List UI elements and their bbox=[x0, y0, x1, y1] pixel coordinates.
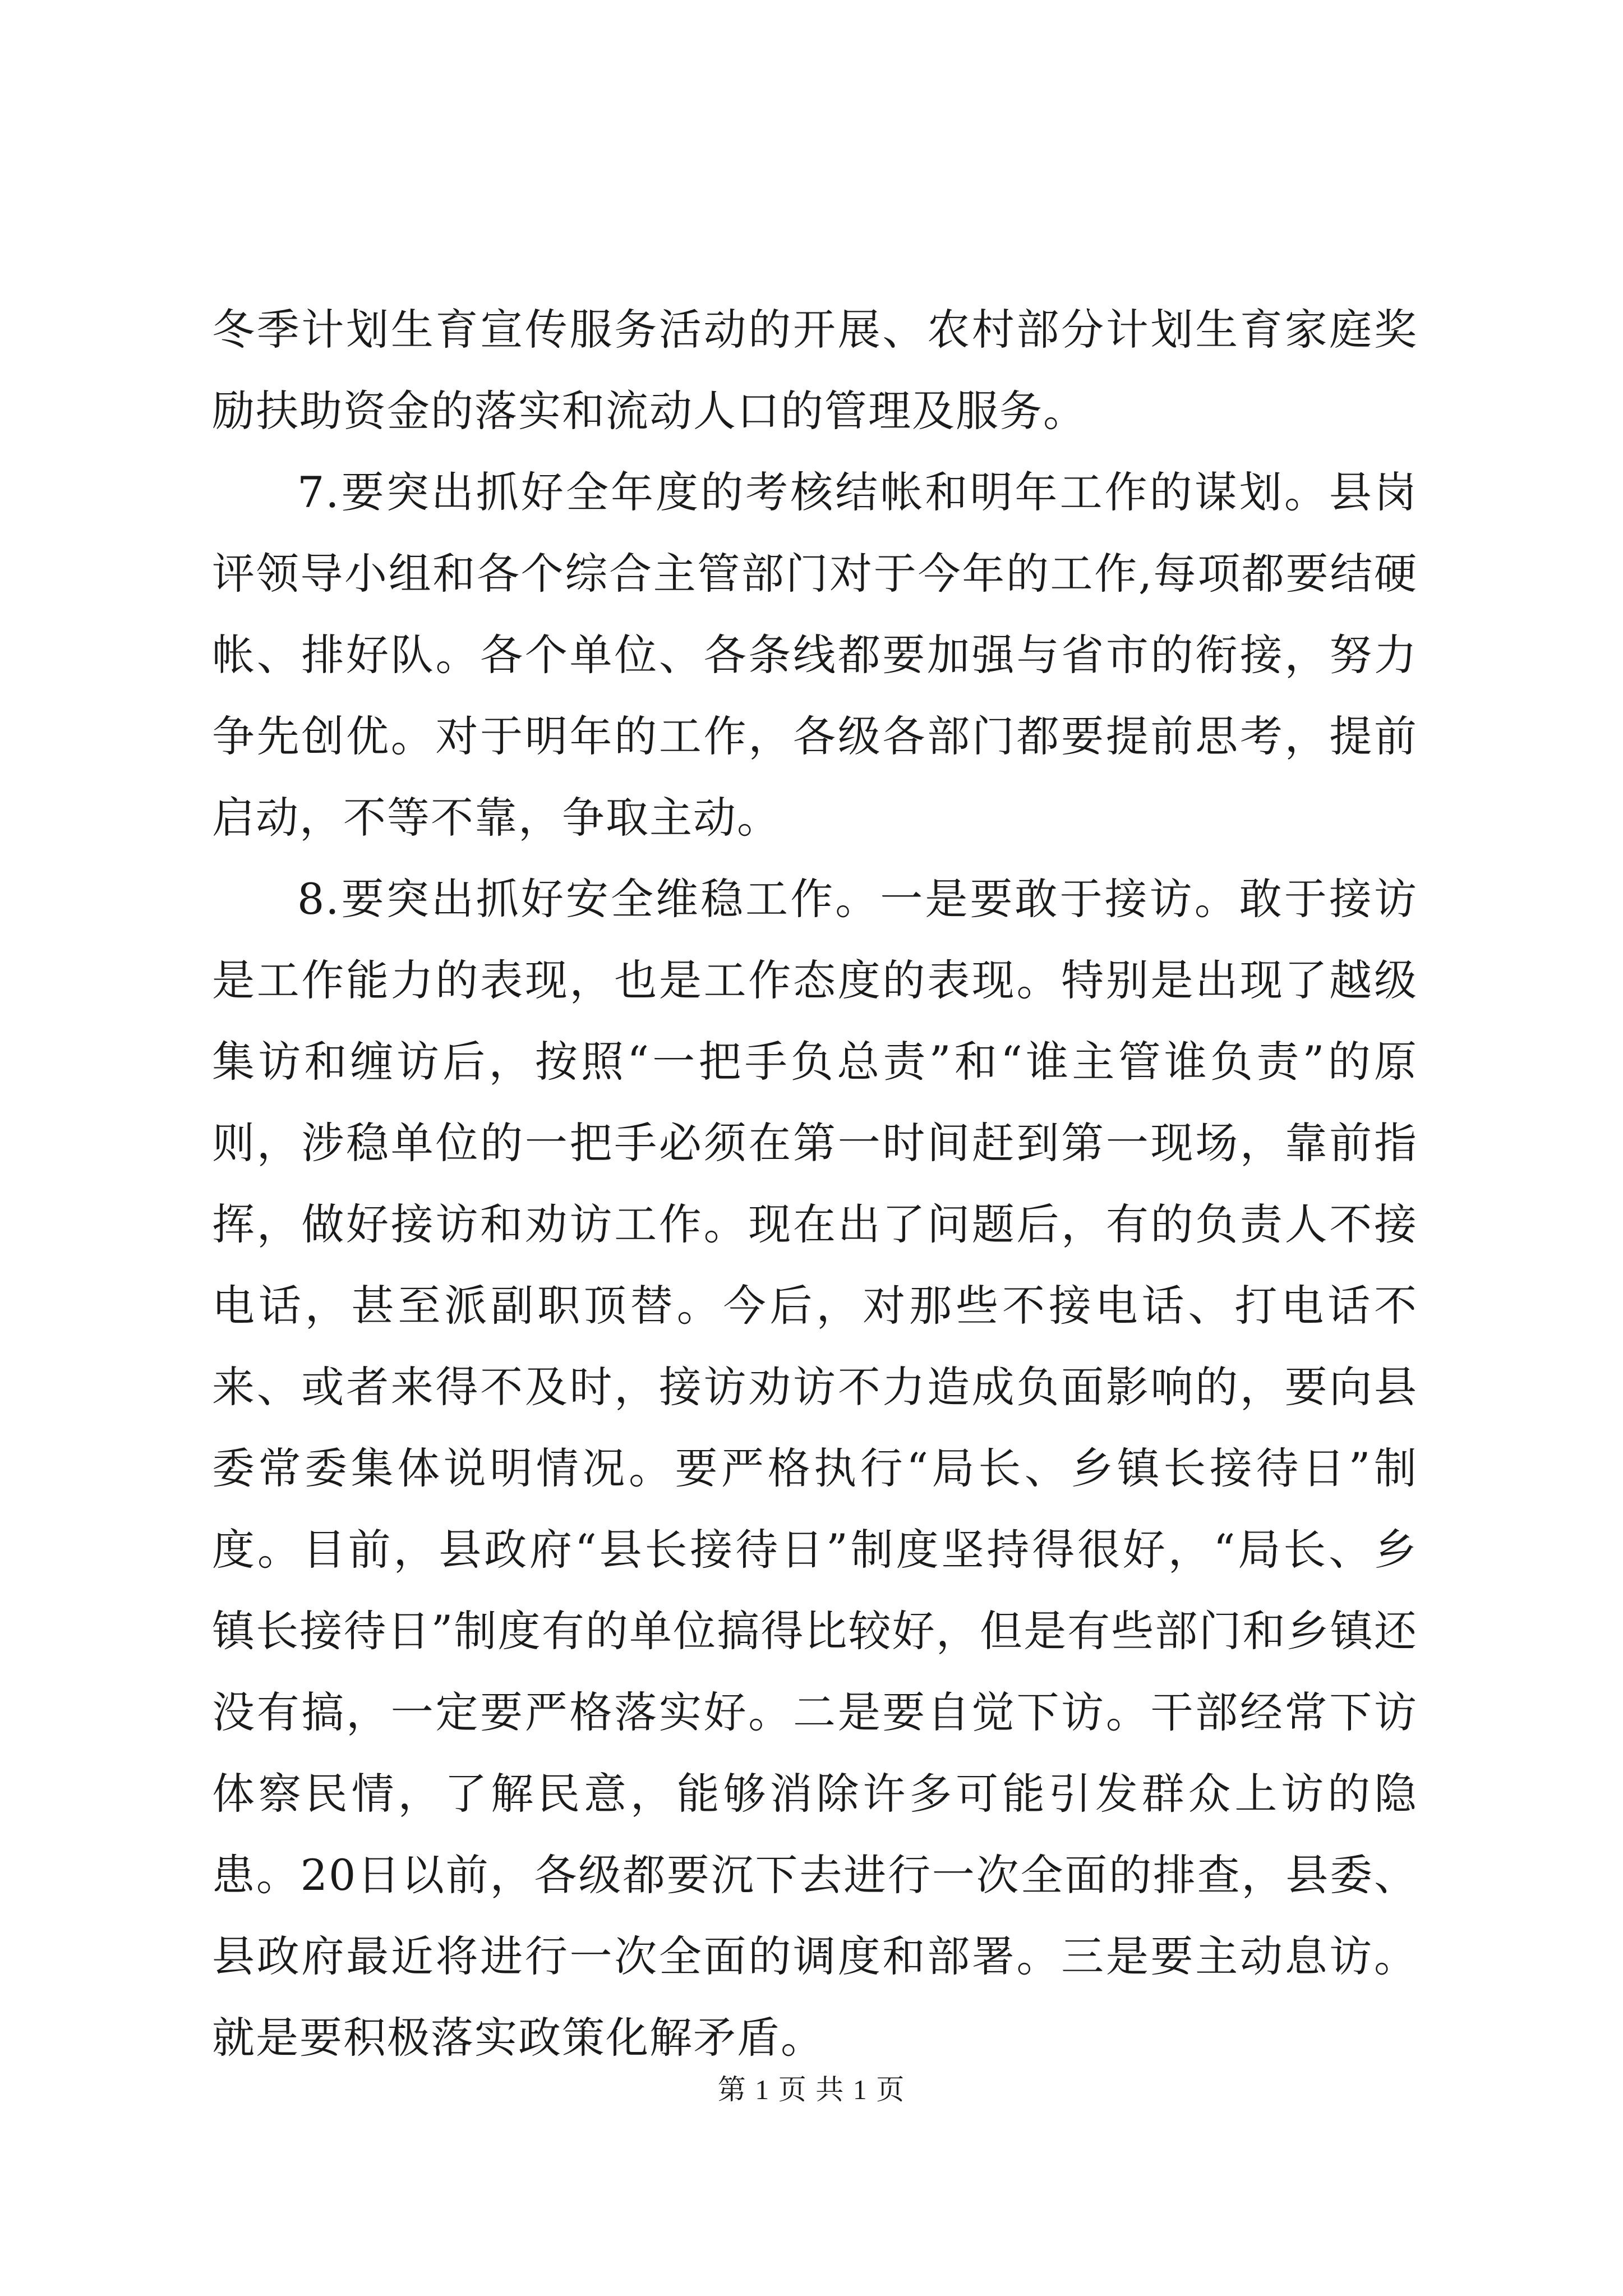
paragraph-continuation: 冬季计划生育宣传服务活动的开展、农村部分计划生育家庭奖励扶助资金的落实和流动人口的管理及服务。 bbox=[212, 305, 1418, 436]
page-number-label: 第 1 页 共 1 页 bbox=[717, 2074, 906, 2105]
paragraph-item-7: 7.要突出抓好全年度的考核结帐和明年工作的谋划。县岗评领导小组和各个综合主管部门对于今年的工作,每项都要结硬帐、排好队。各个单位、各条线都要加强与省市的衔接，努力争先创优。对于明年的工作，各级各部门都要提前思考，提前启动，不等不靠，争取主动。 bbox=[212, 467, 1418, 843]
document-body bbox=[212, 289, 1418, 2078]
paragraph-item-8: 8.要突出抓好安全维稳工作。一是要敢于接访。敢于接访是工作能力的表现，也是工作态度的表现。特别是出现了越级集访和缠访后，按照“一把手负总责”和“谁主管谁负责”的原则，涉稳单位的一把手必须在第一时间赶到第一现场，靠前指挥，做好接访和劝访工作。现在出了问题后，有的负责人不接电话，甚至派副职顶替。今后，对那些不接电话、打电话不来、或者来得不及时，接访劝访不力造成负面影响的，要向县委常委集体说明情况。要严格执行“局长、乡镇长接待日”制度。目前，县政府“县长接待日”制度坚持得很好，“局长、乡镇长接待日”制度有的单位搞得比较好，但是有些部门和乡镇还没有搞，一定要严格落实好。二是要自觉下访。干部经常下访体察民情，了解民意，能够消除许多可能引发群众上访的隐患。20日以前，各级都要沉下去进行一次全面的排查，县委、县政府最近将进行一次全面的调度和部署。三是要主动息访。就是要积极落实政策化解矛盾。 bbox=[212, 874, 1418, 2063]
page-footer bbox=[0, 2070, 1623, 2109]
